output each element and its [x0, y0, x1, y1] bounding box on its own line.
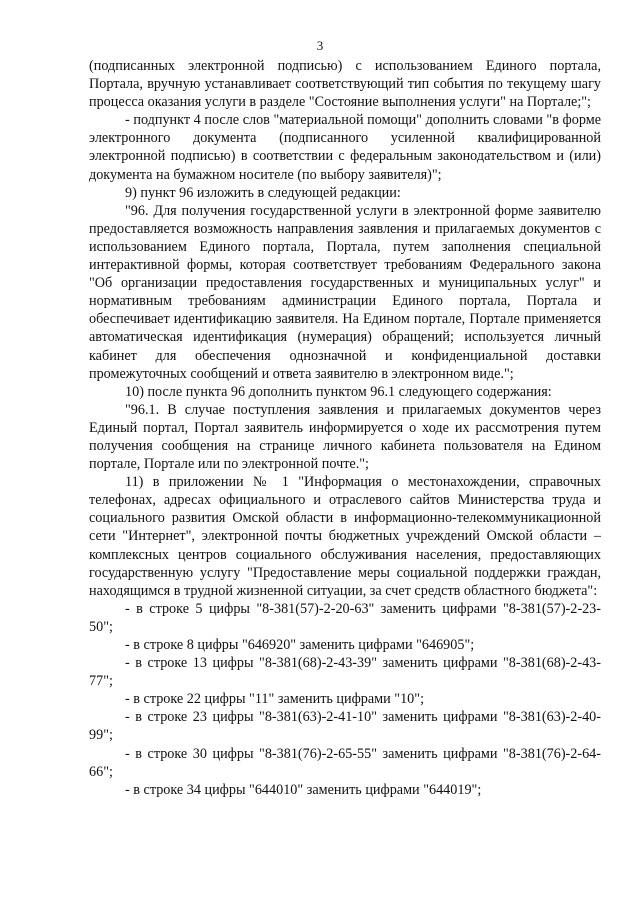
paragraph: "96. Для получения государственной услуги в электронной форме заявителю предоставляется возможность направления заявления и прилагаемых документов с использованием Единого портала, Портала, путем заполнения специальной интерактивной формы, которая соответствует требованиям Федерального закона "Об организации предоставления государственных и муниципальных услуг" и нормативным требованиям администрации Единого портала, Портала и обеспечивает идентификацию заявителя. На Едином портале, Портале применяется автоматическая идентификация (нумерация) обращений; используется личный кабинет для обеспечения однозначной и конфиденциальной доставки промежуточных сообщений и ответа заявителю в электронном виде.";: [89, 202, 601, 382]
paragraph: (подписанных электронной подписью) с использованием Единого портала, Портала, вручную устанавливает соответствующий тип события по текущему шагу процесса оказания услуги в разделе "Состояние выполнения услуги" на Портале;";: [89, 58, 601, 111]
document-body: [89, 57, 601, 799]
list-item: - в строке 5 цифры "8-381(57)-2-20-63" заменить цифрами "8-381(57)-2-23-50";: [89, 600, 601, 635]
list-item: - в строке 30 цифры "8-381(76)-2-65-55" заменить цифрами "8-381(76)-2-64-66";: [89, 745, 601, 780]
paragraph: "96.1. В случае поступления заявления и прилагаемых документов через Единый портал, Портал заявитель информируется о ходе их рассмотрения путем получения сообщения на странице личного кабинета пользователя на Едином портале, Портале или по электронной почте.";: [89, 401, 601, 473]
paragraph: 10) после пункта 96 дополнить пунктом 96.1 следующего содержания:: [125, 383, 552, 400]
list-item: - в строке 34 цифры "644010" заменить цифрами "644019";: [125, 781, 482, 798]
paragraph: 11) в приложении № 1 "Информация о местонахождении, справочных телефонах, адресах официального и отраслевого сайтов Министерства труда и социального развития Омской области в информационно-телекоммуникационной сети "Интернет", электронной почты бюджетных учреждений Омской области – комплексных центров социального обслуживания населения, предоставляющих государственную услугу "Предоставление меры социальной поддержки граждан, находящимся в трудной жизненной ситуации, за счет средств областного бюджета":: [89, 474, 601, 599]
list-item: - в строке 22 цифры "11" заменить цифрами "10";: [125, 691, 425, 708]
list-item: - в строке 23 цифры "8-381(63)-2-41-10" заменить цифрами "8-381(63)-2-40-99";: [89, 709, 601, 744]
paragraph: - подпункт 4 после слов "материальной помощи" дополнить словами "в форме электронного документа (подписанного усиленной квалифицированной электронной подписью) в соответствии с федеральным законодательством и (или) документа на бумажном носителе (по выбору заявителя)";: [89, 112, 601, 183]
paragraph: 9) пункт 96 изложить в следующей редакции:: [125, 184, 401, 201]
page-number: 3: [316, 38, 324, 53]
list-item: - в строке 13 цифры "8-381(68)-2-43-39" заменить цифрами "8-381(68)-2-43-77";: [89, 655, 601, 690]
list-item: - в строке 8 цифры "646920" заменить цифрами "646905";: [125, 637, 475, 653]
